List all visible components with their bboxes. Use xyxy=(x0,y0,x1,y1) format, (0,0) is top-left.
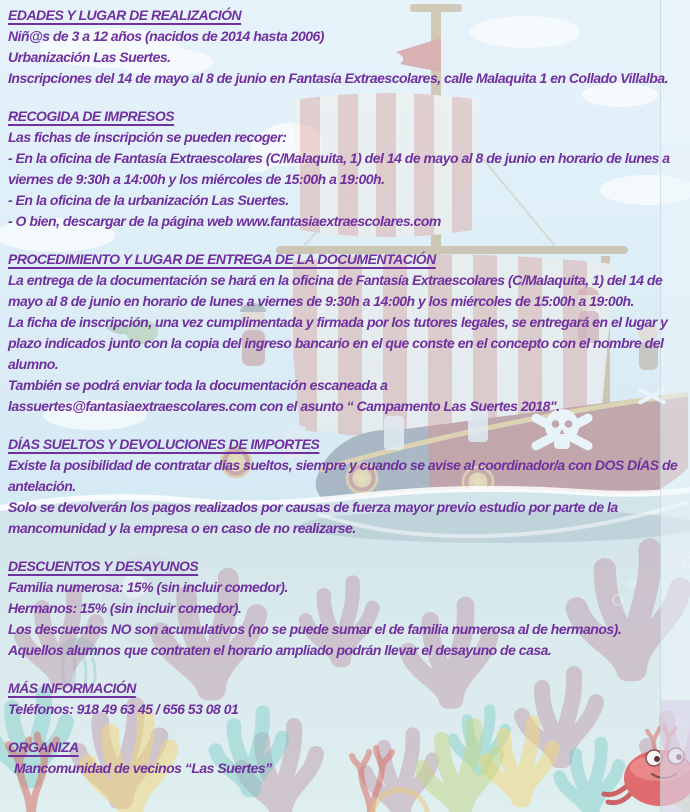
paragraph: Hermanos: 15% (sin incluir comedor). xyxy=(8,600,242,616)
paragraph: Niñ@s de 3 a 12 años (nacidos de 2014 hasta 2006) xyxy=(8,28,324,44)
paragraph: - O bien, descargar de la página web www.fantasiaextraescolares.com xyxy=(8,213,441,229)
section-heading: EDADES Y LUGAR DE REALIZACIÓN xyxy=(8,7,242,23)
section-heading: MÁS INFORMACIÓN xyxy=(8,680,136,696)
section-recogida xyxy=(8,106,688,232)
paragraph: - En la oficina de la urbanización Las Suertes. xyxy=(8,192,289,208)
paragraph: Aquellos alumnos que contraten el horario ampliado podrán llevar el desayuno de casa. xyxy=(8,642,552,658)
section-procedimiento xyxy=(8,249,688,417)
paragraph: La entrega de la documentación se hará en la oficina de Fantasía Extraescolares (C/Malaquita, 1) del 14 de mayo al 8 de junio en horario de lunes a viernes de 9:30h a 14:00h y los miércoles de 15:00h a 19:00h. xyxy=(8,272,663,309)
section-heading: PROCEDIMIENTO Y LUGAR DE ENTREGA DE LA DOCUMENTACIÓN xyxy=(8,251,436,267)
section-dias-sueltos xyxy=(8,434,688,539)
section-heading: DÍAS SUELTOS Y DEVOLUCIONES DE IMPORTES xyxy=(8,436,320,452)
section-heading: ORGANIZA xyxy=(8,739,79,755)
paragraph: Mancomunidad de vecinos “Las Suertes” xyxy=(14,760,272,776)
section-edades xyxy=(8,5,688,89)
paragraph: Existe la posibilidad de contratar días sueltos, siempre y cuando se avise al coordinador/a con DOS DÍAS de antelación. xyxy=(8,457,678,494)
paragraph: Solo se devolverán los pagos realizados por causas de fuerza mayor previo estudio por parte de la mancomunidad y la empresa o en caso de no realizarse. xyxy=(8,499,618,536)
paragraph: Las fichas de inscripción se pueden recoger: xyxy=(8,129,287,145)
section-descuentos xyxy=(8,556,688,661)
paragraph: Los descuentos NO son acumulativos (no se puede sumar el de familia numerosa al de hermanos). xyxy=(8,621,622,637)
section-heading: RECOGIDA DE IMPRESOS xyxy=(8,108,175,124)
paragraph: La ficha de inscripción, una vez cumplimentada y firmada por los tutores legales, se entregará en el lugar y plazo indicados junto con la copia del ingreso bancario en el que conste en el concepto con el nombre del alumno. xyxy=(8,314,668,372)
paragraph: - En la oficina de Fantasía Extraescolares (C/Malaquita, 1) del 14 de mayo al 8 de junio en horario de lunes a viernes de 9:30h a 14:00h y los miércoles de 15:00h a 19:00h. xyxy=(8,150,670,187)
section-organiza xyxy=(8,737,688,779)
paragraph: También se podrá enviar toda la documentación escaneada a xyxy=(8,377,388,393)
section-mas-informacion xyxy=(8,678,688,720)
paragraph: Inscripciones del 14 de mayo al 8 de junio en Fantasía Extraescolares, calle Malaquita 1 en Collado Villalba. xyxy=(8,70,669,86)
paragraph: Teléfonos: 918 49 63 45 / 656 53 08 01 xyxy=(8,701,239,717)
section-heading: DESCUENTOS Y DESAYUNOS xyxy=(8,558,199,574)
paragraph: Familia numerosa: 15% (sin incluir comedor). xyxy=(8,579,288,595)
paragraph: Urbanización Las Suertes. xyxy=(8,49,171,65)
paragraph: lassuertes@fantasiaextraescolares.com con el asunto “ Campamento Las Suertes 2018". xyxy=(8,398,560,414)
